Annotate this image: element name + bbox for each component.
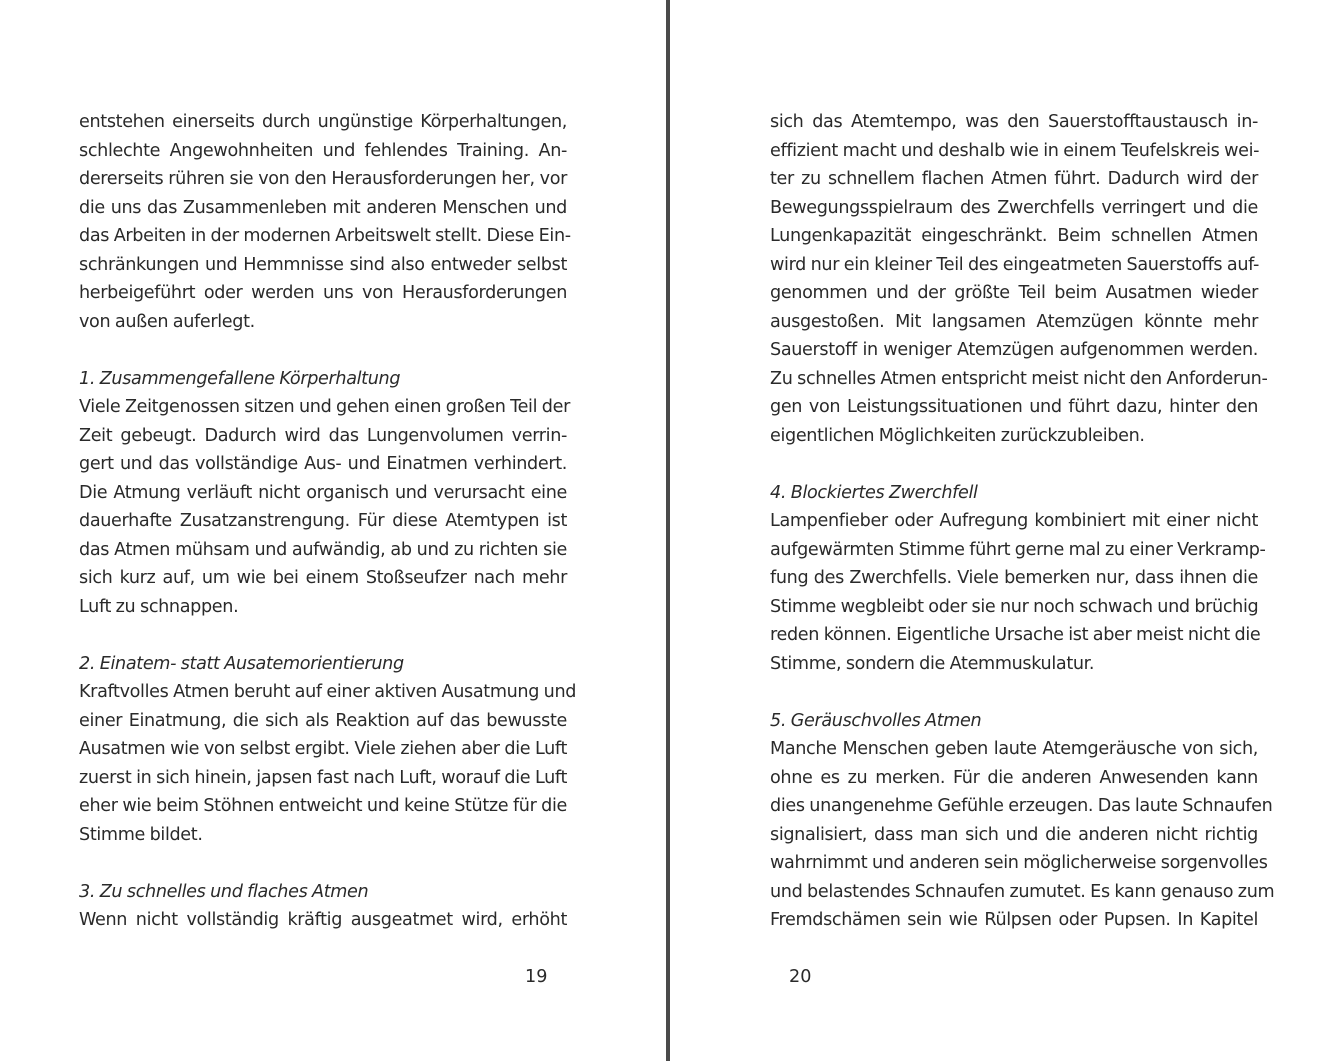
right-text-line: ohne es zu merken. Für die anderen Anwesenden kann [770, 767, 1258, 788]
left-text-line: entstehen einerseits durch ungünstige Körperhaltungen, [79, 112, 567, 132]
right-text-line: und belastendes Schnaufen zumutet. Es kann genauso zum [770, 881, 1275, 902]
right-text-line: Stimme wegbleibt oder sie nur noch schwach und brüchig [770, 596, 1259, 617]
right-text-line: Lungenkapazität eingeschränkt. Beim schnellen Atmen [770, 226, 1258, 246]
right-text-line: Manche Menschen geben laute Atemgeräusche von sich, [770, 739, 1258, 759]
left-paragraph-gap [79, 621, 567, 650]
right-text-line: Sauerstoff in weniger Atemzügen aufgenommen werden. [770, 340, 1258, 360]
right-text-line: dies unangenehme Gefühle erzeugen. Das laute Schnaufen [770, 796, 1273, 816]
left-page [0, 0, 666, 1061]
left-text-line: Viele Zeitgenossen sitzen und gehen einen großen Teil der [79, 397, 570, 417]
page-number-right: 20 [789, 967, 812, 987]
right-text-line: wird nur ein kleiner Teil des eingeatmeten Sauerstoffs auf- [770, 254, 1259, 275]
left-text-line: das Arbeiten in der modernen Arbeitswelt stellt. Diese Ein- [79, 226, 571, 246]
left-section-heading: 1. Zusammengefallene Körperhaltung [79, 368, 401, 389]
left-text-line: von außen auferlegt. [79, 311, 255, 332]
left-text-line: einer Einatmung, die sich als Reaktion auf das bewusste [79, 710, 567, 731]
right-text-line: eigentlichen Möglichkeiten zurückzubleiben. [770, 425, 1145, 446]
left-text-line: herbeigeführt oder werden uns von Herausforderungen [79, 283, 567, 303]
left-text-line: Stimme bildet. [79, 824, 203, 845]
page-number-left: 19 [525, 967, 548, 987]
left-text-line: schränkungen und Hemmnisse sind also entweder selbst [79, 254, 567, 275]
right-paragraph-gap [770, 450, 1258, 479]
right-text-line: Bewegungsspielraum des Zwerchfells verringert und die [770, 197, 1258, 218]
right-text-line: aufgewärmten Stimme führt gerne mal zu einer Verkramp- [770, 539, 1266, 560]
left-text-line: Zeit gebeugt. Dadurch wird das Lungenvolumen verrin- [79, 425, 567, 446]
right-page-text [770, 108, 1275, 935]
left-text-line: dererseits rühren sie von den Herausforderungen her, vor [79, 169, 567, 189]
right-text-line: wahrnimmt und anderen sein möglicherweise sorgenvolles [770, 853, 1268, 873]
left-text-line: schlechte Angewohnheiten und fehlendes Training. An- [79, 140, 567, 161]
left-text-line: sich kurz auf, um wie bei einem Stoßseufzer nach mehr [79, 568, 567, 588]
right-text-line: Lampenfieber oder Aufregung kombiniert mit einer nicht [770, 511, 1258, 531]
left-text-line: gert und das vollständige Aus- und Einatmen verhindert. [79, 454, 567, 474]
right-text-line: signalisiert, dass man sich und die anderen nicht richtig [770, 824, 1258, 845]
right-paragraph-gap [770, 678, 1258, 707]
right-text-line: genommen und der größte Teil beim Ausatmen wieder [770, 283, 1258, 303]
left-text-line: eher wie beim Stöhnen entweicht und keine Stütze für die [79, 796, 567, 816]
right-text-line: ter zu schnellem flachen Atmen führt. Dadurch wird der [770, 169, 1258, 189]
left-text-line: Kraftvolles Atmen beruht auf einer aktiven Ausatmung und [79, 682, 577, 702]
left-text-line: Ausatmen wie von selbst ergibt. Viele ziehen aber die Luft [79, 739, 567, 759]
left-text-line: Luft zu schnappen. [79, 596, 239, 617]
right-text-line: Stimme, sondern die Atemmuskulatur. [770, 653, 1095, 674]
right-text-line: ausgestoßen. Mit langsamen Atemzügen könnte mehr [770, 311, 1258, 332]
left-text-line: das Atmen mühsam und aufwändig, ab und zu richten sie [79, 539, 567, 560]
right-section-heading: 5. Geräuschvolles Atmen [770, 710, 982, 731]
left-text-line: Wenn nicht vollständig kräftig ausgeatmet wird, erhöht [79, 910, 567, 930]
left-text-line: zuerst in sich hinein, japsen fast nach Luft, worauf die Luft [79, 767, 567, 788]
right-page [670, 0, 1335, 1061]
left-text-line: Die Atmung verläuft nicht organisch und verursacht eine [79, 482, 567, 503]
left-section-heading: 2. Einatem- statt Ausatemorientierung [79, 653, 404, 674]
left-text-line: die uns das Zusammenleben mit anderen Menschen und [79, 197, 567, 218]
right-text-line: Fremdschämen sein wie Rülpsen oder Pupsen. In Kapitel [770, 910, 1258, 930]
right-text-line: sich das Atemtempo, was den Sauerstofftaustausch in- [770, 112, 1258, 132]
right-text-line: effizient macht und deshalb wie in einem Teufelskreis wei- [770, 140, 1260, 161]
left-section-heading: 3. Zu schnelles und flaches Atmen [79, 881, 369, 902]
left-paragraph-gap [79, 849, 567, 878]
right-section-heading: 4. Blockiertes Zwerchfell [770, 482, 978, 503]
right-text-line: gen von Leistungssituationen und führt dazu, hinter den [770, 397, 1258, 417]
right-text-line: reden können. Eigentliche Ursache ist aber meist nicht die [770, 625, 1261, 645]
left-paragraph-gap [79, 336, 567, 365]
right-text-line: fung des Zwerchfells. Viele bemerken nur, dass ihnen die [770, 568, 1258, 588]
left-page-text [79, 108, 577, 935]
right-text-line: Zu schnelles Atmen entspricht meist nicht den Anforderun- [770, 368, 1268, 389]
left-text-line: dauerhafte Zusatzanstrengung. Für diese Atemtypen ist [79, 511, 567, 531]
